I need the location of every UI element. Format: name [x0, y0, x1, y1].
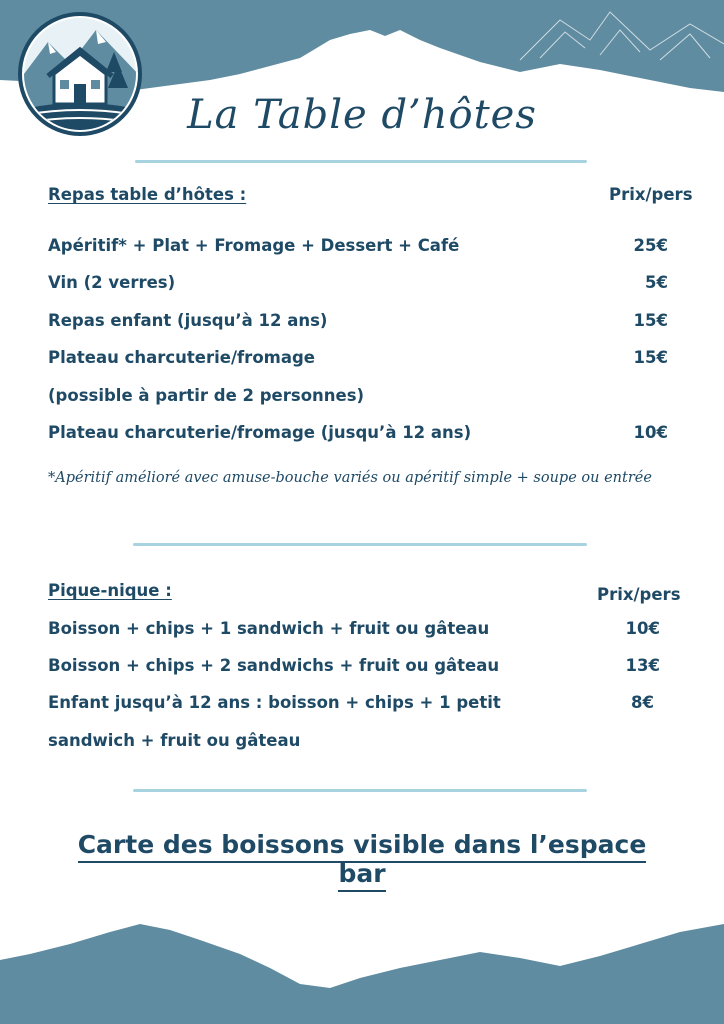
- section-divider: [133, 543, 587, 546]
- page-title: La Table d’hôtes: [187, 92, 537, 138]
- menu-row: [48, 731, 678, 755]
- section-divider: [133, 789, 587, 792]
- menu-item-price: 10€: [625, 619, 660, 638]
- menu-item-price: 10€: [633, 423, 668, 442]
- menu-item-price: 13€: [625, 656, 660, 675]
- menu-row: [48, 348, 678, 372]
- menu-row: [48, 311, 678, 335]
- menu-row: [48, 386, 678, 410]
- menu-item-label: Boisson + chips + 2 sandwichs + fruit ou gâteau: [48, 656, 500, 675]
- menu-item-label: Boisson + chips + 1 sandwich + fruit ou gâteau: [48, 619, 490, 638]
- menu-item-label: Enfant jusqu’à 12 ans : boisson + chips + 1 petit: [48, 693, 501, 712]
- menu-row: [48, 423, 678, 447]
- menu-item-label: Apéritif* + Plat + Fromage + Dessert + Café: [48, 236, 460, 255]
- menu-row: [48, 619, 678, 643]
- menu-row: [48, 693, 678, 717]
- menu-item-price: 8€: [631, 693, 654, 712]
- title-divider: [135, 160, 587, 163]
- menu-row: [48, 273, 678, 297]
- menu-item-label: Plateau charcuterie/fromage: [48, 348, 315, 367]
- menu-item-label: Vin (2 verres): [48, 273, 176, 292]
- menu-item-label: sandwich + fruit ou gâteau: [48, 731, 301, 750]
- bottom-mountain-decoration: [0, 914, 724, 1024]
- menu-item-price: 5€: [645, 273, 668, 292]
- menu-row: [48, 656, 678, 680]
- menu-item-price: 25€: [633, 236, 668, 255]
- menu-item-label: Repas enfant (jusqu’à 12 ans): [48, 311, 328, 330]
- aperitif-footnote: *Apéritif amélioré avec amuse-bouche variés ou apéritif simple + soupe ou entrée: [48, 470, 652, 486]
- menu-item-price: 15€: [633, 311, 668, 330]
- meal-section-heading: Repas table d’hôtes :: [48, 185, 247, 204]
- menu-item-label: Plateau charcuterie/fromage (jusqu’à 12 ans): [48, 423, 472, 442]
- drinks-menu-notice-text: Carte des boissons visible dans l’espace bar: [78, 830, 647, 892]
- menu-item-price: 15€: [633, 348, 668, 367]
- drinks-menu-notice: [60, 830, 664, 888]
- picnic-price-header: Prix/pers: [597, 585, 681, 604]
- menu-row: [48, 236, 678, 260]
- meal-price-header: Prix/pers: [609, 185, 693, 204]
- picnic-section-heading: Pique-nique :: [48, 581, 172, 600]
- menu-item-label: (possible à partir de 2 personnes): [48, 386, 365, 405]
- chalet-mountain-logo-icon: [18, 12, 142, 136]
